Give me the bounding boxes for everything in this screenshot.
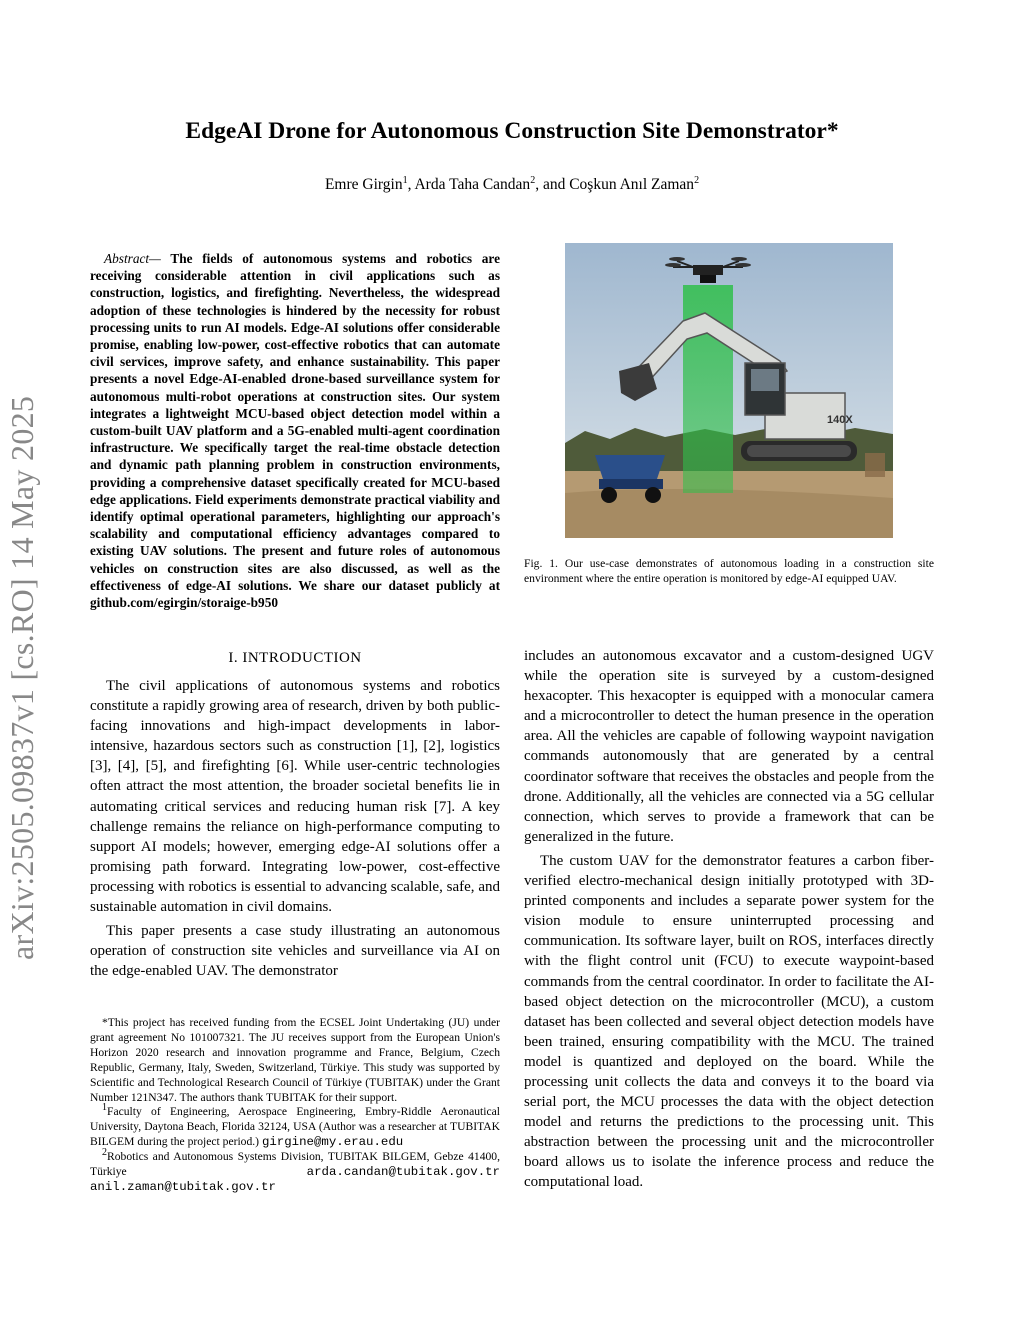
- left-column-body: [90, 676, 500, 981]
- footnotes: [90, 1016, 500, 1195]
- arxiv-id: arXiv:2505.09837v1 [cs.RO] 14 May 2025: [4, 395, 40, 960]
- affiliation-mark: 1: [102, 1102, 107, 1114]
- figure-photo: [565, 243, 893, 538]
- paper-title: EdgeAI Drone for Autonomous Construction Site Demonstrator*: [185, 118, 839, 144]
- construction-site-illustration: [565, 243, 893, 538]
- funding-footnote: *This project has received funding from the ECSEL Joint Undertaking (JU) under grant agreement No 101007321. The JU receives support from the European Union's Horizon 2020 research and innovation programme and France, Belgium, Czech Republic, Germany, Italy, Sweden, Switzerland, Türkiye. This study was supported by Scientific and Technological Research Council of Türkiye (TUBITAK) under the Grant Number 121N347. The authors thank TUBITAK for their support.: [90, 1016, 500, 1104]
- affiliation-mark: 2: [102, 1147, 107, 1159]
- section-heading: I. INTRODUCTION: [228, 650, 362, 666]
- affiliation-mark: 1: [402, 174, 408, 186]
- abstract-label: Abstract—: [104, 251, 161, 266]
- author-separator: ,: [407, 176, 415, 193]
- affiliation-footnote-1: [90, 1102, 500, 1150]
- email-link[interactable]: anil.zaman@tubitak.gov.tr: [90, 1179, 276, 1194]
- affiliation-text: Robotics and Autonomous Systems Division, TUBITAK BILGEM, Gebze 41400, Türkiye: [90, 1150, 500, 1179]
- author-name: Emre Girgin: [324, 176, 403, 193]
- author-name: Coşkun Anıl Zaman: [569, 176, 695, 193]
- right-column-body: [524, 646, 934, 1193]
- email-link[interactable]: girgine@my.erau.edu: [261, 1135, 404, 1150]
- paragraph: includes an autonomous excavator and a custom-designed UGV while the operation site is surveyed by a custom-designed hexacopter. This hexacopter is equipped with a monocular camera and a microcontroller to detect the human presence in the operation area. All the vehicles are capable of following waypoint navigation commands autonomously that are generated by a central coordinator software that receives the obstacles and people from the drone. Additionally, all the vehicles are connected via a 5G cellular connection, which serves to provide a framework that can be generalized in the future.: [524, 648, 934, 845]
- paragraph: The custom UAV for the demonstrator features a carbon fiber-verified electro-mechanical design initially prototyped with 3D-printed components and includes a separate power system for the vision module to ensure uninterrupted processing and communication. Its software layer, built on ROS, interfaces directly with the flight control unit (FCU) to execute waypoint-based commands from the central coordinator. In order to facilitate the AI-based object detection on the microcontroller (MCU), a custom dataset has been collected and several object detection models have been trained, ensuring compatibility with the MCU. The trained model is quantized and deployed on the board. While the processing unit collects the data and conveys it to the board via serial port, the MCU processes the data with the object detection model and returns the predictions to the processing unit. This abstraction between the processing unit and the microcontroller board allows us to isolate the inference process and reduce the computational load.: [524, 852, 934, 1191]
- excavator-label: 140X: [827, 414, 853, 426]
- author-name: Arda Taha Candan: [414, 176, 531, 193]
- author-list: [60, 176, 964, 194]
- affiliation-mark: 2: [530, 174, 536, 186]
- abstract: [90, 250, 500, 611]
- paragraph: The civil applications of autonomous systems and robotics constitute a rapidly growing area of research, driven by both public-facing innovations and high-impact developments in labor-intensive, hazardous sectors such as construction [1], [2], logistics [3], [4], [5], and firefighting [6]. While user-centric technologies often attract the most attention, the broader societal benefits lie in automating critical services and reducing human risk [7]. A key challenge remains the reliance on high-performance computing to support AI models; however, emerging edge-AI solutions offer a promising path forward. Integrating low-power, cost-effective processing with robotics is essential to advancing scalable, safe, and sustainable automation in civil domains.: [90, 678, 500, 916]
- abstract-text: The fields of autonomous systems and robotics are receiving considerable attention in civil applications such as construction, logistics, and firefighting. Nevertheless, the widespread adoption of these technologies is hindered by the necessity for robust processing units to run AI models. Edge-AI solutions offer considerable promise, enabling low-power, cost-effective robotics that can automate civil services, improve safety, and enhance sustainability. This paper presents a novel Edge-AI-enabled drone-based surveillance system for autonomous multi-robot operations at construction sites. Our system integrates a lightweight MCU-based object detection model within a custom-built UAV platform and a 5G-enabled multi-agent coordination infrastructure. We specifically target the real-time obstacle detection and dynamic path planning problem in construction environments, providing a comprehensive dataset specifically created for MCU-based edge applications. Field experiments demonstrate practical viability and identify optimal operational parameters, highlighting our approach's scalability and computational efficiency advantages compared to existing UAV solutions. The present and future roles of autonomous vehicles on construction sites are also discussed, as well as the effectiveness of edge-AI solutions. We share our dataset publicly at github.com/egirgin/storaige-b950: [90, 251, 500, 611]
- figure-caption: Fig. 1. Our use-case demonstrates of autonomous loading in a construction site environment where the entire operation is monitored by edge-AI equipped UAV.: [524, 557, 934, 585]
- crate: [865, 453, 885, 477]
- affiliation-footnote-2: [90, 1147, 500, 1195]
- author-separator: , and: [535, 176, 570, 193]
- affiliation-text: Faculty of Engineering, Aerospace Engineering, Embry-Riddle Aeronautical University, Daytona Beach, Florida 32124, USA (Author was a researcher at TUBITAK BILGEM during the project period.): [90, 1105, 500, 1149]
- affiliation-mark: 2: [694, 174, 700, 186]
- arxiv-stamp: [4, 395, 40, 961]
- paragraph: This paper presents a case study illustrating an autonomous operation of construction site vehicles and surveillance via AI on the edge-enabled UAV. The demonstrator: [90, 923, 500, 980]
- email-link[interactable]: arda.candan@tubitak.gov.tr: [306, 1165, 500, 1180]
